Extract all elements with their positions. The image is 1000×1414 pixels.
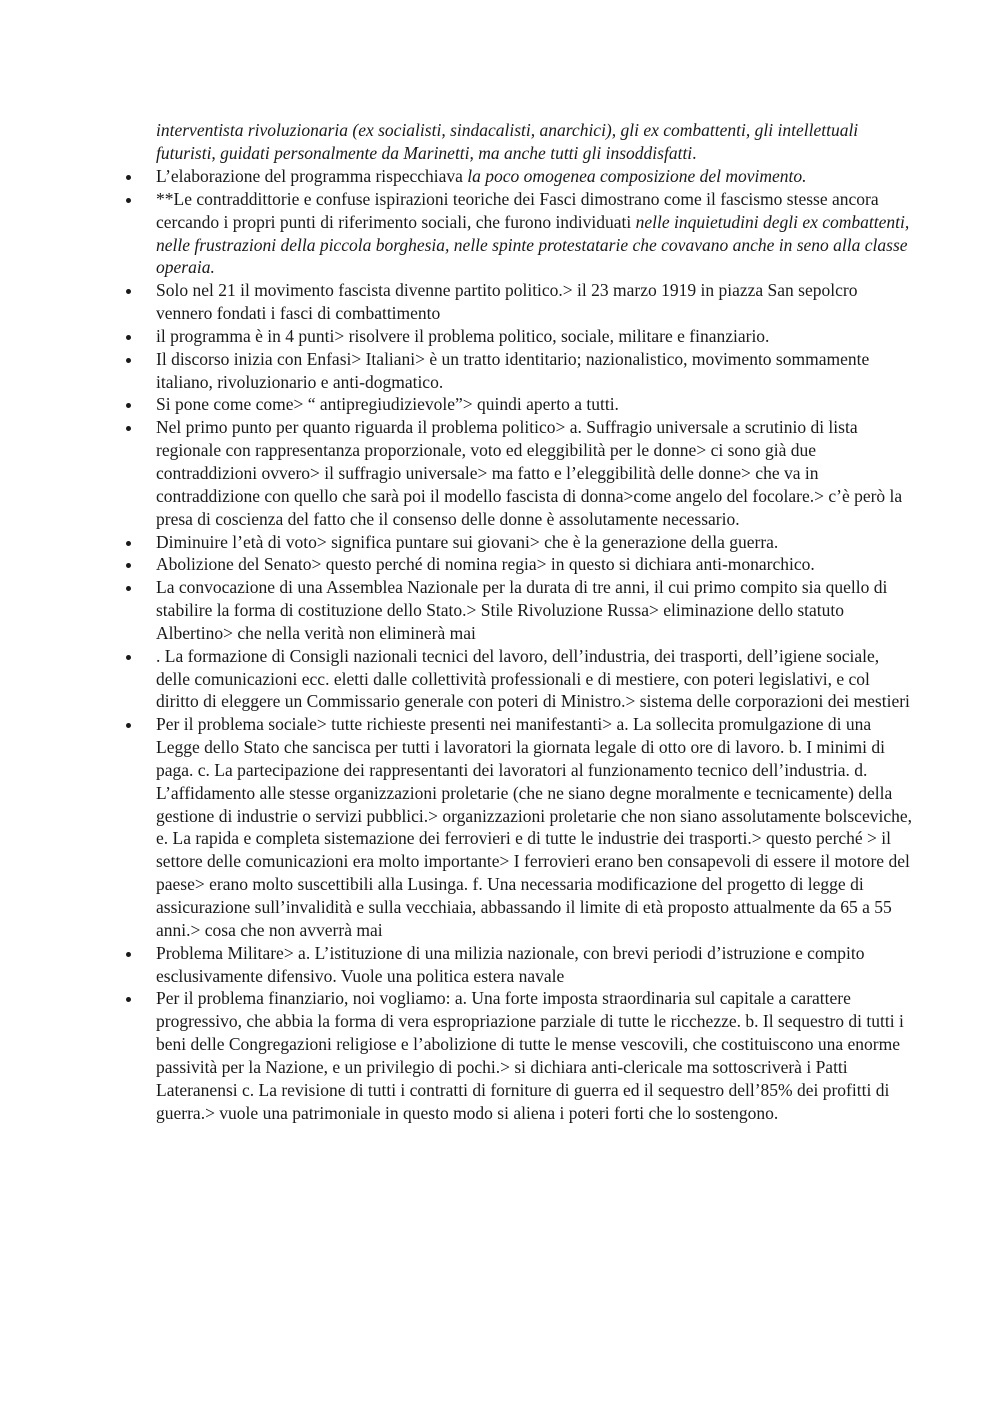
list-item <box>156 416 916 530</box>
list-item <box>156 942 916 988</box>
list-item <box>156 165 916 188</box>
list-item <box>156 348 916 394</box>
list-item <box>156 325 916 348</box>
list-item <box>156 576 916 645</box>
list-item-text: **Le contraddittorie e confuse ispirazioni teoriche dei Fasci dimostrano come il fascismo stesse ancora cercando i propri punti di riferimento sociali, che furono individuati <box>156 188 879 232</box>
continued-paragraph <box>156 119 916 165</box>
list-item-text: il programma è in 4 punti> risolvere il problema politico, sociale, militare e finanziario. <box>156 325 770 346</box>
list-item-text: Solo nel 21 il movimento fascista divenne partito politico.> il 23 marzo 1919 in piazza San sepolcro vennero fondati i fasci di combattimento <box>156 280 858 324</box>
list-item-text: Diminuire l’età di voto> significa puntare sui giovani> che è la generazione della guerra. <box>156 531 779 552</box>
list-item-text: . La formazione di Consigli nazionali tecnici del lavoro, dell’industria, dei trasporti, dell’igiene sociale, delle comunicazioni ecc. eletti dalle collettività professionali e di mestiere, con poteri legislativi, e col diritto di eleggere un Commissario generale con poteri di Ministro.> sistema delle corporazioni dei mestieri <box>156 645 910 712</box>
list-item <box>156 279 916 325</box>
list-item-text: Per il problema sociale> tutte richieste presenti nei manifestanti> a. La sollecita promulgazione di una Legge dello Stato che sancisca per tutti i lavoratori la giornata legale di otto ore di lavoro. b. I minimi di paga. c. La partecipazione dei rappresentanti dei lavoratori al funzionamento tecnico dell’industria. d. L’affidamento alle stesse organizzazioni proletarie (che ne siano degne moralmente e tecnicamente) della gestione di industrie o servizi pubblici.> organizzazioni proletarie che non siano assolutamente bolsceviche, e. La rapida e completa sistemazione dei ferrovieri e di tutte le industrie dei trasporti.> questo perché > il settore delle comunicazioni era molto importante> I ferrovieri erano ben consapevoli di essere il motore del paese> erano molto suscettibili alla Lusinga. f. Una necessaria modificazione del progetto di legge di assicurazione sull’invalidità e sulla vecchiaia, abbassando il limite di età proposto attualmente da 65 a 55 anni.> cosa che non avverrà mai <box>156 714 912 940</box>
list-item-text: L’elaborazione del programma rispecchiava <box>156 166 468 186</box>
list-item-italic: la poco omogenea composizione del movimento. <box>467 166 807 186</box>
list-item-text: Problema Militare> a. L’istituzione di una milizia nazionale, con brevi periodi d’istruzione e compito esclusivamente difensivo. Vuole una politica estera navale <box>156 942 865 986</box>
list-item <box>156 553 916 576</box>
list-item <box>156 987 916 1124</box>
list-item-text: Si pone come come> “ antipregiudizievole”> quindi aperto a tutti. <box>156 394 619 415</box>
list-item-text: Nel primo punto per quanto riguarda il problema politico> a. Suffragio universale a scrutinio di lista regionale con rappresentanza proporzionale, voto ed eleggibilità per le donne> ci sono già due contraddizioni ovvero> il suffragio universale> ma fatto e l’eleggibilità delle donne> che va in contraddizione con quello che sarà poi il modello fascista di donna>come angelo del focolare.> c’è però la presa di coscienza del fatto che il consenso delle donne è assolutamente necessario. <box>156 417 903 529</box>
list-item <box>156 645 916 714</box>
list-item-text: Il discorso inizia con Enfasi> Italiani> è un tratto identitario; nazionalistico, movimento sommamente italiano, rivoluzionario e anti-dogmatico. <box>156 348 870 392</box>
bullet-list <box>156 165 916 1124</box>
list-item-text: Abolizione del Senato> questo perché di nomina regia> in questo si dichiara anti-monarchico. <box>156 554 815 575</box>
list-item-text: Per il problema finanziario, noi vogliamo: a. Una forte imposta straordinaria sul capitale a carattere progressivo, che abbia la forma di vera espropriazione parziale di tutte le ricchezze. b. Il sequestro di tutti i beni delle Congregazioni religiose e l’abolizione di tutte le mense vescovili, che costituiscono una enorme passività per la Nazione, e un privilegio di pochi.> si dichiara anti-clericale ma sottoscriverà i Patti Lateranensi c. La revisione di tutti i contratti di forniture di guerra ed il sequestro dell’85% dei profitti di guerra.> vuole una patrimoniale in questo modo si aliena i poteri forti che lo sostengono. <box>156 988 904 1123</box>
list-item <box>156 713 916 941</box>
list-item-text: La convocazione di una Assemblea Nazionale per la durata di tre anni, il cui primo compito sia quello di stabilire la forma di costituzione dello Stato.> Stile Rivoluzione Russa> eliminazione dello statuto Albertino> che nella verità non eliminerà mai <box>156 577 888 643</box>
list-item <box>156 393 916 416</box>
continued-paragraph-tail: . <box>692 142 697 163</box>
list-item <box>156 188 916 279</box>
list-item-italic: nelle inquietudini degli ex combattenti, nelle frustrazioni della piccola borghesia, nelle spinte protestatarie che covavano anche in seno alla classe operaia. <box>156 211 910 278</box>
list-item <box>156 531 916 554</box>
continued-paragraph-italic: interventista rivoluzionaria (ex socialisti, sindacalisti, anarchici), gli ex combattenti, gli intellettuali futuristi, guidati personalmente da Marinetti, ma anche tutti gli insoddisfatti <box>156 120 859 163</box>
